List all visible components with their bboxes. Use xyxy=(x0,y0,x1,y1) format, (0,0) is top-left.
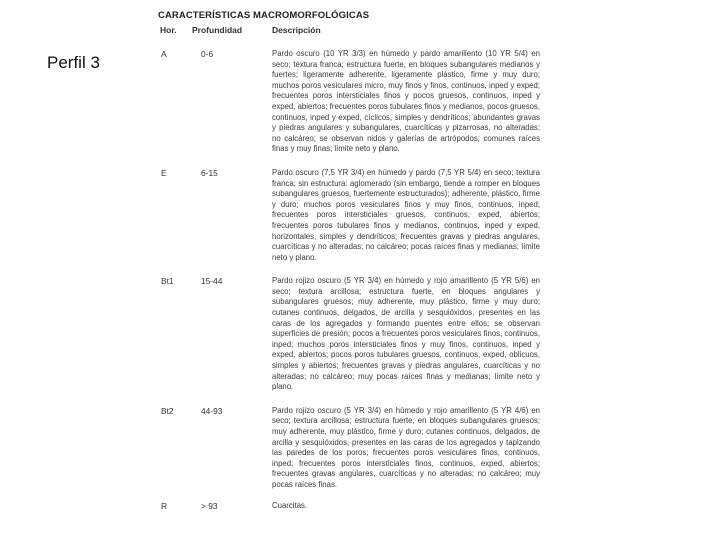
soil-description-document xyxy=(158,10,543,511)
horizon-description: Pardo rojizo oscuro (5 YR 3/4) en húmedo y rojo amarillento (5 YR 5/6) en seco; textura arcillosa; estructura fuerte, en bloques angulares y subangulares gruesos; muy adherente, muy plástico, firme y muy duro; cutanes continuos, delgados, de arcilla y sesquióxidos, presentes en las caras de los agregados y formando puentes entre ellos; se observan superficies de presión; pocos a frecuentes poros vesiculares finos, continuos, inped; muchos poros intersticiales finos y muy finos, continuos, inped y exped, abiertos; pocos poros tubulares gruesos, continuos, exped, oblicuos, simples y abiertos; frecuentes gravas y piedras angulares, cuarcíticas y no alteradas; no calcáreo; muy pocas raíces finas y medianas; límite neto y plano. xyxy=(272,276,540,392)
horizon-description: Pardo oscuro (10 YR 3/3) en húmedo y pardo amarillento (10 YR 5/4) en seco; textura franca; estructura fuerte, en bloques subangulares medianos y fuertes; ligeramente adherente, ligeramente plástico, firme y muy duro; muchos poros vesiculares micro, muy finos y finos, continuos, inped y exped; frecuentes poros intersticiales finos y pocos gruesos, continuos, inped y exped, abiertos; frecuentes poros tubulares finos y medianos, pocos gruesos, continuos, inped y exped, cíclicos, simples y dendríticos; abundantes gravas y piedras angulares y subangulares, cuarcíticas y pizarrosas, no alteradas; no calcáreo; se observan nidos y galerías de artrópodos; comunes raíces finas y muy finas; límite neto y plano. xyxy=(272,49,540,154)
horizon-row-a xyxy=(158,49,543,155)
horizon-code: E xyxy=(161,167,167,178)
horizon-code: Bt1 xyxy=(161,276,174,287)
horizon-depth: 44-93 xyxy=(201,405,223,416)
horizon-description: Pardo oscuro (7,5 YR 3/4) en húmedo y pardo (7,5 YR 5/4) en seco; textura franca; sin estructura: aglomerado (sin embargo, tiende a romper en bloques subangulares gruesos, fuertemente estructurados); adherente, plástico, firme y duro; muchos poros vesiculares finos y muy finos, continuos, inped; frecuentes poros intersticiales gruesos, continuos, exped, abiertos; frecuentes poros tubulares finos y medianos, continuos, inped y exped, horizontales, simples y dendríticos; frecuentes gravas y piedras angulares, cuarcíticas y no alteradas; no calcáreo; pocas raíces finas y medianas; límite neto y plano. xyxy=(272,167,540,262)
header-depth: Profundidad xyxy=(192,25,243,35)
horizon-row-r xyxy=(158,501,543,512)
header-description: Descripción xyxy=(272,25,321,35)
horizon-code: A xyxy=(161,49,167,59)
horizon-code: R xyxy=(161,500,168,511)
profile-label: Perfil 3 xyxy=(47,53,100,72)
horizon-description: Cuarcitas. xyxy=(272,500,308,510)
horizon-description: Pardo rojizo oscuro (5 YR 3/4) en húmedo y rojo amarillento (5 YR 4/6) en seco; textura arcillosa; estructura fuerte, en bloques subangulares gruesos; muy adherente, muy plástico, firme y duro; cutanes continuos, delgados, de arcilla y sesquióxidos, presentes en las caras de los agregados y tapizando las paredes de los poros; frecuentes poros vesiculares finos, continuos, inped; frecuentes poros intersticiales finos, continuos, exped, abiertos; frecuentes gravas angulares, cuarcíticas y no alteradas; no calcáreo; muy pocas raíces finas. xyxy=(272,405,540,489)
horizon-code: Bt2 xyxy=(161,405,174,416)
table-header xyxy=(158,25,543,39)
horizon-depth: 15-44 xyxy=(201,276,223,287)
horizon-row-bt1 xyxy=(158,276,543,393)
horizon-depth: > 93 xyxy=(201,500,218,511)
document-title: CARACTERÍSTICAS MACROMORFOLÓGICAS xyxy=(158,10,370,21)
horizon-depth: 6-15 xyxy=(201,167,218,178)
horizon-depth: 0-6 xyxy=(201,49,214,59)
horizon-row-e xyxy=(158,168,543,263)
horizon-row-bt2 xyxy=(158,406,543,491)
header-horizon: Hor. xyxy=(160,25,177,35)
